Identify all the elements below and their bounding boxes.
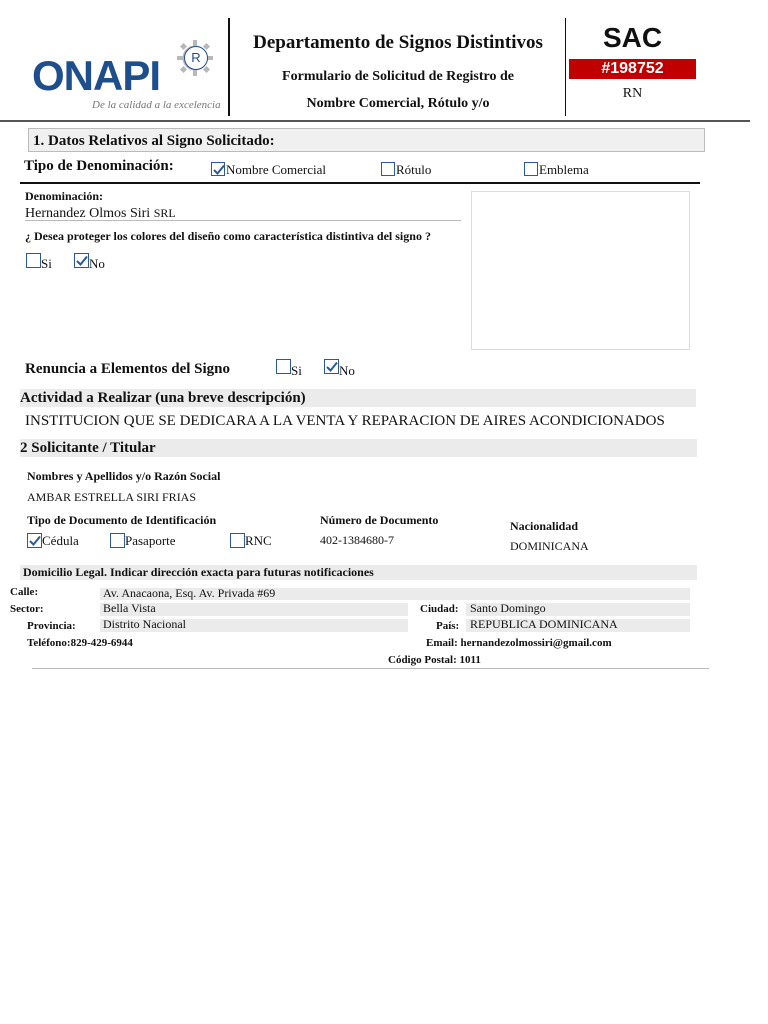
denominacion-name: Hernandez Olmos Siri bbox=[25, 206, 151, 221]
pais-value: REPUBLICA DOMINICANA bbox=[470, 617, 618, 631]
num-doc-label: Número de Documento bbox=[320, 513, 439, 527]
form-title-line1: Formulario de Solicitud de Registro de bbox=[282, 69, 514, 84]
checkbox-nombre-comercial[interactable] bbox=[211, 162, 225, 176]
checkbox-pasaporte[interactable] bbox=[110, 533, 125, 548]
sector-label: Sector: bbox=[10, 603, 44, 615]
option-pasaporte: Pasaporte bbox=[125, 533, 176, 548]
option-emblema: Emblema bbox=[539, 162, 589, 177]
pais-label: País: bbox=[436, 620, 460, 632]
logo-text: ONAPI bbox=[32, 52, 161, 99]
form-title-line2: Nombre Comercial, Rótulo y/o bbox=[306, 96, 490, 111]
calle-label: Calle: bbox=[10, 586, 39, 598]
checkbox-rnc[interactable] bbox=[230, 533, 245, 548]
denominacion-suffix: SRL bbox=[153, 206, 176, 220]
checkbox-renuncia-si[interactable] bbox=[276, 359, 291, 374]
checkbox-renuncia-no[interactable] bbox=[324, 359, 339, 374]
option-rnc: RNC bbox=[245, 533, 272, 548]
tipo-denominacion-label: Tipo de Denominación: bbox=[24, 158, 174, 174]
nacionalidad-value: DOMINICANA bbox=[510, 539, 589, 553]
renuncia-no-label: No bbox=[339, 363, 355, 378]
provincia-value: Distrito Nacional bbox=[103, 617, 186, 631]
option-cedula: Cédula bbox=[42, 533, 79, 548]
sac-label: SAC bbox=[602, 22, 663, 53]
calle-value: Av. Anacaona, Esq. Av. Privada #69 bbox=[103, 586, 276, 600]
footer-rule bbox=[32, 668, 709, 669]
renuncia-label: Renuncia a Elementos del Signo bbox=[25, 361, 231, 377]
actividad-label: Actividad a Realizar (una breve descripción) bbox=[20, 389, 696, 407]
telefono-text: Teléfono:829-429-6944 bbox=[27, 637, 133, 649]
nacionalidad-label: Nacionalidad bbox=[510, 519, 579, 533]
colores-si-label: Si bbox=[41, 256, 52, 271]
denominacion-label: Denominación: bbox=[25, 189, 103, 203]
domicilio-label: Domicilio Legal. Indicar dirección exacta para futuras notificaciones bbox=[20, 565, 697, 580]
nombres-value: AMBAR ESTRELLA SIRI FRIAS bbox=[27, 490, 197, 504]
header-bottom-rule bbox=[0, 120, 750, 122]
logo-tagline: De la calidad a la excelencia bbox=[92, 99, 221, 111]
section2-title: 2 Solicitante / Titular bbox=[20, 439, 697, 457]
option-nombre-comercial: Nombre Comercial bbox=[226, 162, 326, 177]
ciudad-value: Santo Domingo bbox=[470, 601, 546, 615]
provincia-label: Provincia: bbox=[27, 620, 76, 632]
registered-icon: R bbox=[184, 46, 208, 70]
renuncia-si-label: Si bbox=[291, 363, 302, 378]
colores-question: ¿ Desea proteger los colores del diseño como característica distintiva del signo ? bbox=[25, 229, 431, 243]
actividad-value: INSTITUCION QUE SE DEDICARA A LA VENTA Y REPARACION DE AIRES ACONDICIONADOS bbox=[25, 413, 665, 429]
num-doc-value: 402-1384680-7 bbox=[320, 533, 394, 547]
email-text: Email: hernandezolmossiri@gmail.com bbox=[426, 637, 612, 649]
department-title: Departamento de Signos Distintivos bbox=[253, 32, 543, 53]
option-rotulo: Rótulo bbox=[396, 162, 432, 177]
header-divider-left bbox=[228, 18, 230, 116]
sector-value: Bella Vista bbox=[103, 601, 156, 615]
nombres-label: Nombres y Apellidos y/o Razón Social bbox=[27, 469, 221, 483]
tipo-doc-label: Tipo de Documento de Identificación bbox=[27, 513, 217, 527]
checkbox-colores-si[interactable] bbox=[26, 253, 41, 268]
denominacion-value bbox=[25, 206, 461, 221]
onapi-logo bbox=[30, 38, 220, 118]
checkbox-rotulo[interactable] bbox=[381, 162, 395, 176]
colores-no-label: No bbox=[89, 256, 105, 271]
sac-code: RN bbox=[622, 86, 643, 101]
ciudad-label: Ciudad: bbox=[420, 603, 459, 615]
checkbox-cedula[interactable] bbox=[27, 533, 42, 548]
section1-title: 1. Datos Relativos al Signo Solicitado: bbox=[28, 128, 705, 152]
tipo-rule bbox=[20, 182, 700, 184]
postal-text: Código Postal: 1011 bbox=[388, 654, 481, 666]
checkbox-emblema[interactable] bbox=[524, 162, 538, 176]
logo-image-box bbox=[471, 191, 690, 350]
header-divider-right bbox=[565, 18, 566, 116]
checkbox-colores-no[interactable] bbox=[74, 253, 89, 268]
sac-number: #198752 bbox=[569, 59, 696, 79]
